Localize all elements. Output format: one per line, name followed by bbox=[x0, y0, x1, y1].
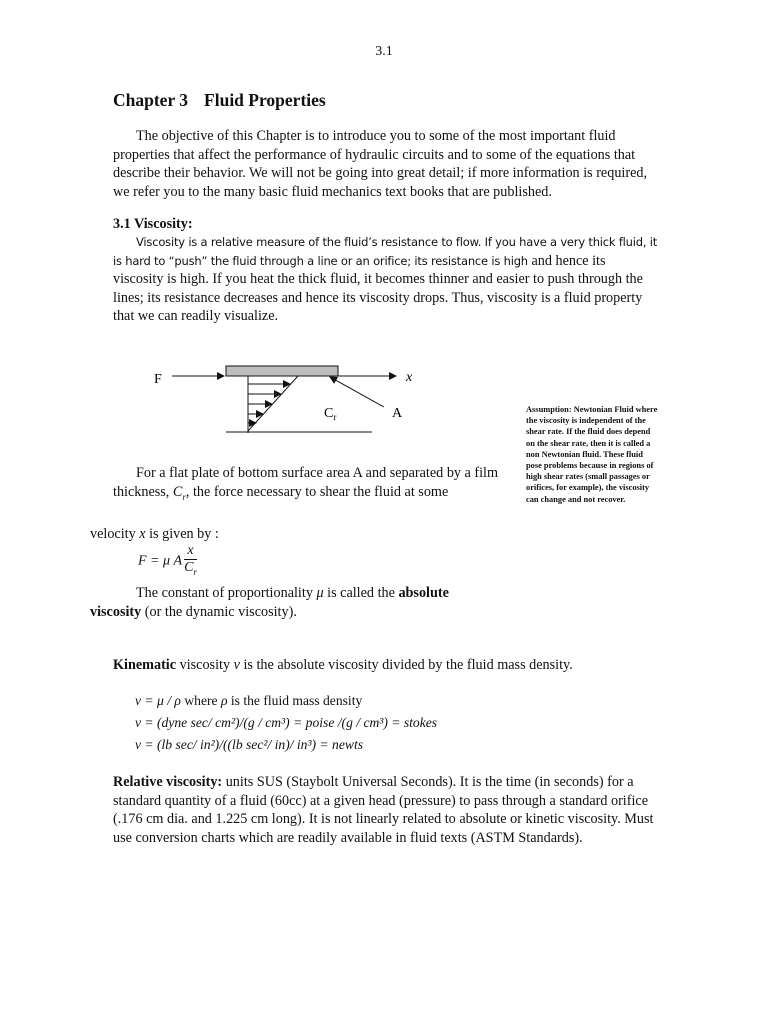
section-heading-viscosity: 3.1 Viscosity: bbox=[113, 216, 193, 232]
chapter-label: Chapter 3 bbox=[113, 90, 189, 110]
x-label: x bbox=[406, 370, 413, 385]
intro-paragraph: The objective of this Chapter is to introduce you to some of the most important fluid properties that affect the performance of hydraulic circuits and to some of the equations that describe their behavior. We will not be going into great detail; if more information is required, we refer you to the many basic fluid mechanics text books that are published. bbox=[113, 128, 648, 200]
flat-plate-text: velocity bbox=[90, 525, 140, 542]
constant-text: is called the bbox=[323, 585, 399, 601]
term-viscosity: viscosity bbox=[90, 603, 142, 620]
relative-viscosity-text: units SUS (Staybolt Universal Seconds). It is the time (in seconds) for a standard quantity of a fluid (60cc) at a given head (pressure) to pass through a standard orifice (.176 cm dia. and 1.225 cm long). It is not linearly related to absolute or kinetic viscosity. Must use conversion charts which are readily available in fluid texts (ASTM Standards). bbox=[113, 774, 654, 846]
constant-text: (or the dynamic viscosity). bbox=[141, 603, 297, 620]
film-thickness-label: $C_r$ bbox=[324, 406, 337, 422]
chapter-heading bbox=[113, 90, 326, 111]
flat-plate-text: is given by : bbox=[145, 525, 219, 542]
kinematic-text: viscosity bbox=[176, 657, 234, 673]
area-pointer-line bbox=[330, 377, 384, 407]
fraction-denominator: $C_r$ bbox=[184, 560, 197, 577]
flat-plate-paragraph bbox=[90, 464, 513, 543]
page-number: 3.1 bbox=[375, 44, 393, 59]
viscosity-text-part1: Viscosity is a relative measure of the fluid’s resistance to flow. If you have a very thick fluid, it is hard to “push” the fluid through a line or an orifice; its resistance is high bbox=[113, 235, 658, 268]
chapter-title: Fluid Properties bbox=[204, 90, 326, 110]
kinematic-equations bbox=[135, 690, 437, 756]
area-label: A bbox=[392, 406, 403, 421]
shear-flow-diagram bbox=[140, 355, 430, 445]
force-equation-fraction bbox=[184, 543, 197, 580]
kinematic-text: is the absolute viscosity divided by the fluid mass density. bbox=[239, 657, 573, 673]
kinematic-paragraph bbox=[113, 656, 673, 675]
symbol-x: x bbox=[139, 525, 146, 542]
force-label: F bbox=[154, 372, 162, 387]
term-relative-viscosity: Relative viscosity: bbox=[113, 774, 223, 790]
relative-viscosity-paragraph bbox=[113, 773, 658, 847]
equation-row: ν = μ / ρ where ρ is the fluid mass density bbox=[135, 693, 363, 708]
symbol-nu: ν bbox=[233, 657, 240, 673]
force-equation bbox=[138, 543, 197, 580]
equation-row: ν = (lb sec/ in²)/((lb sec²/ in)/ in³) = newts bbox=[135, 737, 364, 752]
assumption-note: Assumption: Newtonian Fluid where the viscosity is independent of the shear rate. If the fluid does depend on the shear rate, then it is called a non Newtonian fluid. These fluid pose problems because in regions of high shear rates (small passages or orifices, for example), the viscosity can change and not recover. bbox=[526, 405, 658, 504]
flat-plate-text: For a flat plate of bottom surface area A and separated by a film thickness, bbox=[113, 465, 499, 500]
fraction-numerator: x bbox=[184, 543, 197, 560]
force-equation-lhs: F = μ A bbox=[138, 553, 183, 569]
term-absolute: absolute bbox=[398, 585, 449, 601]
viscosity-text-part2: and hence its viscosity is high. If you heat the thick fluid, it becomes thinner and easier to push through the lines; its resistance decreases and hence its viscosity drops. Thus, viscosity is a fluid property that we can readily visualize. bbox=[113, 252, 643, 325]
equation-row: ν = (dyne sec/ cm²)/(g / cm³) = poise /(g / cm³) = stokes bbox=[135, 715, 438, 730]
constant-paragraph bbox=[90, 584, 513, 621]
flat-plate-text: , the force necessary to shear the fluid at some bbox=[185, 483, 449, 500]
constant-text: The constant of proportionality bbox=[136, 585, 317, 601]
moving-plate bbox=[226, 366, 338, 376]
term-kinematic: Kinematic bbox=[113, 657, 177, 673]
viscosity-paragraph bbox=[113, 233, 658, 326]
symbol-mu: μ bbox=[316, 585, 324, 601]
symbol-c: $C_r$ bbox=[172, 483, 186, 502]
